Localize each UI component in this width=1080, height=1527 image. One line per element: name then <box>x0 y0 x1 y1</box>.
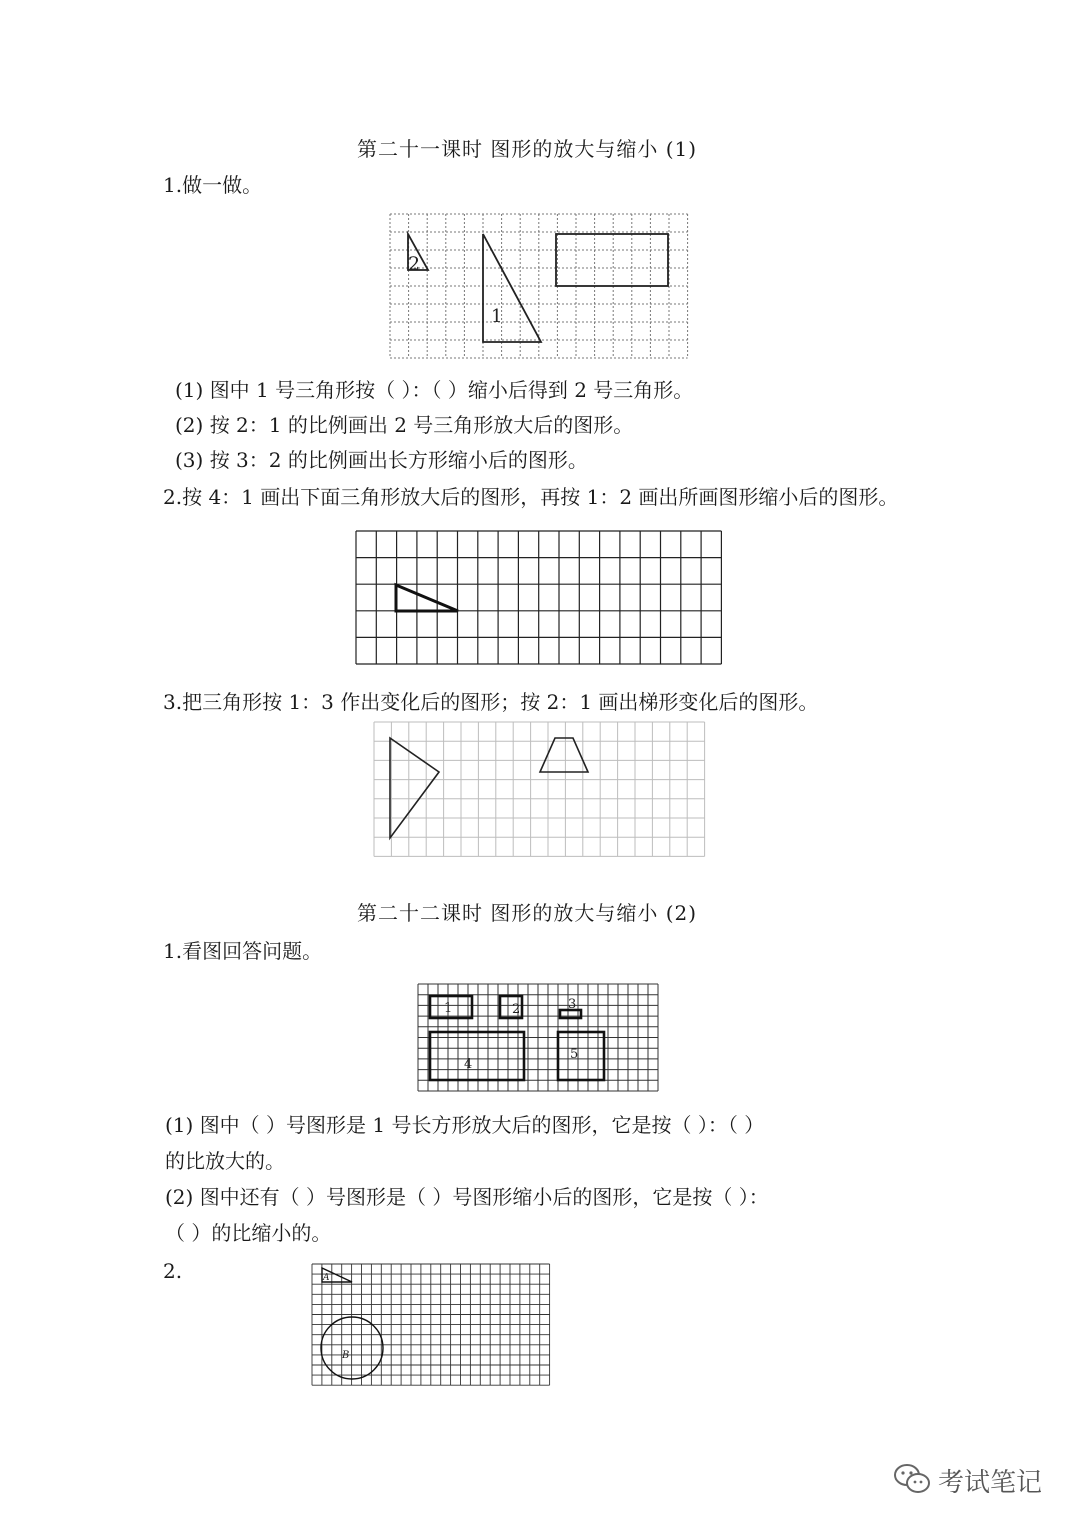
rect-4 <box>430 1032 524 1080</box>
l1-q3-text: 3.把三角形按 1：3 作出变化后的图形；按 2：1 画出梯形变化后的图形。 <box>163 690 819 714</box>
l1-q1-sub1: (1) 图中 1 号三角形按（ ）：（ ）缩小后得到 2 号三角形。 <box>175 378 694 402</box>
l1-q1-sub3: (3) 按 3：2 的比例画出长方形缩小后的图形。 <box>175 448 588 472</box>
rect1-label: 1 <box>444 1001 453 1016</box>
l2-q1-sub1-line1: (1) 图中（ ）号图形是 1 号长方形放大后的图形，它是按（ ）：（ ） <box>165 1113 765 1137</box>
rect5-label: 5 <box>570 1047 579 1062</box>
lesson1-title: 第二十一课时 图形的放大与缩小 (1) <box>357 137 698 161</box>
wechat-icon <box>893 1462 931 1496</box>
q3-triangle <box>390 738 439 838</box>
l1-q1-heading: 1.做一做。 <box>163 173 263 197</box>
rectangle <box>556 234 668 286</box>
shape-a-label: A <box>323 1273 330 1283</box>
rect2-label: 2 <box>512 1002 521 1017</box>
l2-q1-sub1-line2: 的比放大的。 <box>165 1149 285 1173</box>
l2-q1-grid <box>416 982 664 1094</box>
l1-q3-grid <box>372 720 708 858</box>
l2-q2-grid <box>310 1262 553 1388</box>
tri1-label: 1 <box>491 306 503 327</box>
l1-q2-grid <box>354 529 728 668</box>
shape-b-label: B <box>342 1350 350 1361</box>
l2-q1-sub2-line2: （ ）的比缩小的。 <box>165 1221 332 1245</box>
q3-trapezoid <box>540 738 588 772</box>
lesson2-title: 第二十二课时 图形的放大与缩小 (2) <box>357 901 698 925</box>
l2-q1-sub2-line1: (2) 图中还有（ ）号图形是（ ）号图形缩小后的图形，它是按（ ）： <box>165 1185 769 1209</box>
rect4-label: 4 <box>464 1057 473 1072</box>
l2-q2-heading: 2. <box>163 1259 183 1283</box>
rect-5 <box>558 1032 604 1080</box>
l1-q1-sub2: (2) 按 2：1 的比例画出 2 号三角形放大后的图形。 <box>175 413 634 437</box>
l1-q2-text: 2.按 4：1 画出下面三角形放大后的图形，再按 1：2 画出所画图形缩小后的图形。 <box>163 485 899 509</box>
rect3-label: 3 <box>568 997 577 1012</box>
q2-triangle <box>396 585 458 611</box>
watermark-text: 考试笔记 <box>938 1468 1043 1498</box>
tri2-label: 2 <box>408 253 421 275</box>
l1-q1-figure <box>388 210 690 365</box>
l2-q1-heading: 1.看图回答问题。 <box>163 939 323 963</box>
